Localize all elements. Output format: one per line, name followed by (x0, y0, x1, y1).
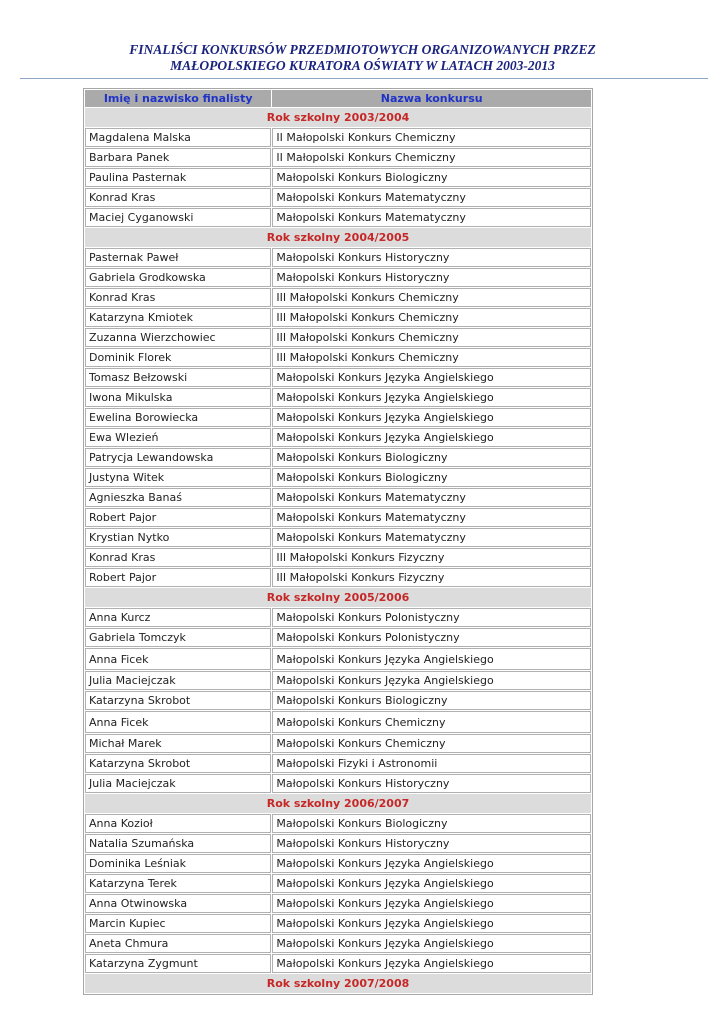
finalist-name: Dominik Florek (85, 348, 271, 367)
title-divider (20, 78, 708, 79)
finalist-name: Dominika Leśniak (85, 854, 271, 873)
contest-name: Małopolski Konkurs Historyczny (272, 834, 591, 853)
contest-name: Małopolski Konkurs Matematyczny (272, 208, 591, 227)
contest-name: Małopolski Konkurs Matematyczny (272, 528, 591, 547)
finalist-name: Agnieszka Banaś (85, 488, 271, 507)
contest-name: Małopolski Konkurs Matematyczny (272, 508, 591, 527)
table-row (85, 834, 591, 853)
contest-name: Małopolski Konkurs Biologiczny (272, 168, 591, 187)
table-body (85, 108, 591, 993)
table-row (85, 691, 591, 710)
contest-name: Małopolski Konkurs Matematyczny (272, 488, 591, 507)
header-name: Imię i nazwisko finalisty (85, 90, 271, 107)
table-row (85, 248, 591, 267)
table-row (85, 774, 591, 793)
table-row (85, 408, 591, 427)
contest-name: Małopolski Konkurs Języka Angielskiego (272, 671, 591, 690)
contest-name: Małopolski Konkurs Języka Angielskiego (272, 894, 591, 913)
contest-name: Małopolski Konkurs Polonistyczny (272, 628, 591, 647)
table-row (85, 128, 591, 147)
finalist-name: Anna Otwinowska (85, 894, 271, 913)
finalist-name: Justyna Witek (85, 468, 271, 487)
table-row (85, 368, 591, 387)
finalist-name: Konrad Kras (85, 188, 271, 207)
contest-name: Małopolski Konkurs Biologiczny (272, 691, 591, 710)
contest-name: Małopolski Konkurs Języka Angielskiego (272, 648, 591, 670)
table-row (85, 734, 591, 753)
contest-name: Małopolski Konkurs Języka Angielskiego (272, 408, 591, 427)
table-row (85, 671, 591, 690)
table-row (85, 508, 591, 527)
table-row (85, 934, 591, 953)
table-row (85, 208, 591, 227)
finalist-name: Anna Ficek (85, 711, 271, 733)
school-year-label: Rok szkolny 2005/2006 (85, 588, 591, 607)
finalist-name: Tomasz Bełzowski (85, 368, 271, 387)
table-row (85, 711, 591, 733)
table-row (85, 548, 591, 567)
table-row (85, 288, 591, 307)
contest-name: Małopolski Konkurs Języka Angielskiego (272, 368, 591, 387)
contest-name: II Małopolski Konkurs Chemiczny (272, 128, 591, 147)
contest-name: Małopolski Konkurs Języka Angielskiego (272, 934, 591, 953)
contest-name: Małopolski Fizyki i Astronomii (272, 754, 591, 773)
table-row (85, 914, 591, 933)
table-row (85, 468, 591, 487)
contest-name: Małopolski Konkurs Języka Angielskiego (272, 428, 591, 447)
finalist-name: Maciej Cyganowski (85, 208, 271, 227)
finalist-name: Gabriela Tomczyk (85, 628, 271, 647)
year-row (85, 794, 591, 813)
finalist-name: Patrycja Lewandowska (85, 448, 271, 467)
finalist-name: Katarzyna Skrobot (85, 754, 271, 773)
finalist-name: Ewa Wlezień (85, 428, 271, 447)
year-row (85, 108, 591, 127)
table-row (85, 894, 591, 913)
finalist-name: Katarzyna Zygmunt (85, 954, 271, 973)
contest-name: II Małopolski Konkurs Chemiczny (272, 148, 591, 167)
table-row (85, 448, 591, 467)
table-row (85, 854, 591, 873)
table-row (85, 874, 591, 893)
finalist-name: Zuzanna Wierzchowiec (85, 328, 271, 347)
contest-name: Małopolski Konkurs Historyczny (272, 774, 591, 793)
finalist-name: Aneta Chmura (85, 934, 271, 953)
table-row (85, 954, 591, 973)
finalist-name: Paulina Pasternak (85, 168, 271, 187)
table-row (85, 148, 591, 167)
finalists-table (83, 88, 593, 995)
contest-name: Małopolski Konkurs Języka Angielskiego (272, 874, 591, 893)
finalist-name: Krystian Nytko (85, 528, 271, 547)
document-title (0, 42, 725, 74)
table-row (85, 328, 591, 347)
year-row (85, 974, 591, 993)
table-header-row (85, 90, 591, 107)
finalist-name: Konrad Kras (85, 288, 271, 307)
contest-name: Małopolski Konkurs Języka Angielskiego (272, 854, 591, 873)
contest-name: Małopolski Konkurs Języka Angielskiego (272, 954, 591, 973)
table-row (85, 628, 591, 647)
title-line-1: FINALIŚCI KONKURSÓW PRZEDMIOTOWYCH ORGANIZOWANYCH PRZEZ (129, 42, 596, 57)
contest-name: Małopolski Konkurs Biologiczny (272, 814, 591, 833)
finalist-name: Katarzyna Terek (85, 874, 271, 893)
contest-name: Małopolski Konkurs Języka Angielskiego (272, 388, 591, 407)
year-row (85, 588, 591, 607)
contest-name: Małopolski Konkurs Matematyczny (272, 188, 591, 207)
finalist-name: Robert Pajor (85, 568, 271, 587)
contest-name: III Małopolski Konkurs Fizyczny (272, 568, 591, 587)
finalist-name: Anna Kurcz (85, 608, 271, 627)
table-row (85, 608, 591, 627)
table-row (85, 428, 591, 447)
finalist-name: Iwona Mikulska (85, 388, 271, 407)
contest-name: Małopolski Konkurs Biologiczny (272, 448, 591, 467)
contest-name: Małopolski Konkurs Historyczny (272, 268, 591, 287)
table-row (85, 268, 591, 287)
contest-name: Małopolski Konkurs Historyczny (272, 248, 591, 267)
table-row (85, 488, 591, 507)
finalist-name: Katarzyna Skrobot (85, 691, 271, 710)
finalist-name: Barbara Panek (85, 148, 271, 167)
contest-name: Małopolski Konkurs Polonistyczny (272, 608, 591, 627)
contest-name: III Małopolski Konkurs Chemiczny (272, 328, 591, 347)
table-row (85, 388, 591, 407)
contest-name: Małopolski Konkurs Języka Angielskiego (272, 914, 591, 933)
contest-name: III Małopolski Konkurs Chemiczny (272, 288, 591, 307)
finalist-name: Julia Maciejczak (85, 774, 271, 793)
table-row (85, 168, 591, 187)
finalist-name: Anna Ficek (85, 648, 271, 670)
table-row (85, 528, 591, 547)
finalist-name: Magdalena Malska (85, 128, 271, 147)
header-contest: Nazwa konkursu (272, 90, 591, 107)
finalist-name: Anna Kozioł (85, 814, 271, 833)
finalist-name: Marcin Kupiec (85, 914, 271, 933)
contest-name: III Małopolski Konkurs Chemiczny (272, 308, 591, 327)
table-row (85, 308, 591, 327)
finalist-name: Julia Maciejczak (85, 671, 271, 690)
school-year-label: Rok szkolny 2003/2004 (85, 108, 591, 127)
school-year-label: Rok szkolny 2004/2005 (85, 228, 591, 247)
finalist-name: Ewelina Borowiecka (85, 408, 271, 427)
table-row (85, 348, 591, 367)
contest-name: Małopolski Konkurs Biologiczny (272, 468, 591, 487)
finalist-name: Robert Pajor (85, 508, 271, 527)
school-year-label: Rok szkolny 2006/2007 (85, 794, 591, 813)
table-row (85, 188, 591, 207)
table-row (85, 568, 591, 587)
contest-name: Małopolski Konkurs Chemiczny (272, 734, 591, 753)
finalist-name: Gabriela Grodkowska (85, 268, 271, 287)
contest-name: III Małopolski Konkurs Chemiczny (272, 348, 591, 367)
contest-name: III Małopolski Konkurs Fizyczny (272, 548, 591, 567)
table-row (85, 754, 591, 773)
year-row (85, 228, 591, 247)
finalist-name: Katarzyna Kmiotek (85, 308, 271, 327)
finalist-name: Konrad Kras (85, 548, 271, 567)
table-row (85, 814, 591, 833)
table-row (85, 648, 591, 670)
finalist-name: Michał Marek (85, 734, 271, 753)
finalist-name: Pasternak Paweł (85, 248, 271, 267)
school-year-label: Rok szkolny 2007/2008 (85, 974, 591, 993)
finalist-name: Natalia Szumańska (85, 834, 271, 853)
contest-name: Małopolski Konkurs Chemiczny (272, 711, 591, 733)
title-line-2: MAŁOPOLSKIEGO KURATORA OŚWIATY W LATACH 2003-2013 (170, 58, 555, 73)
